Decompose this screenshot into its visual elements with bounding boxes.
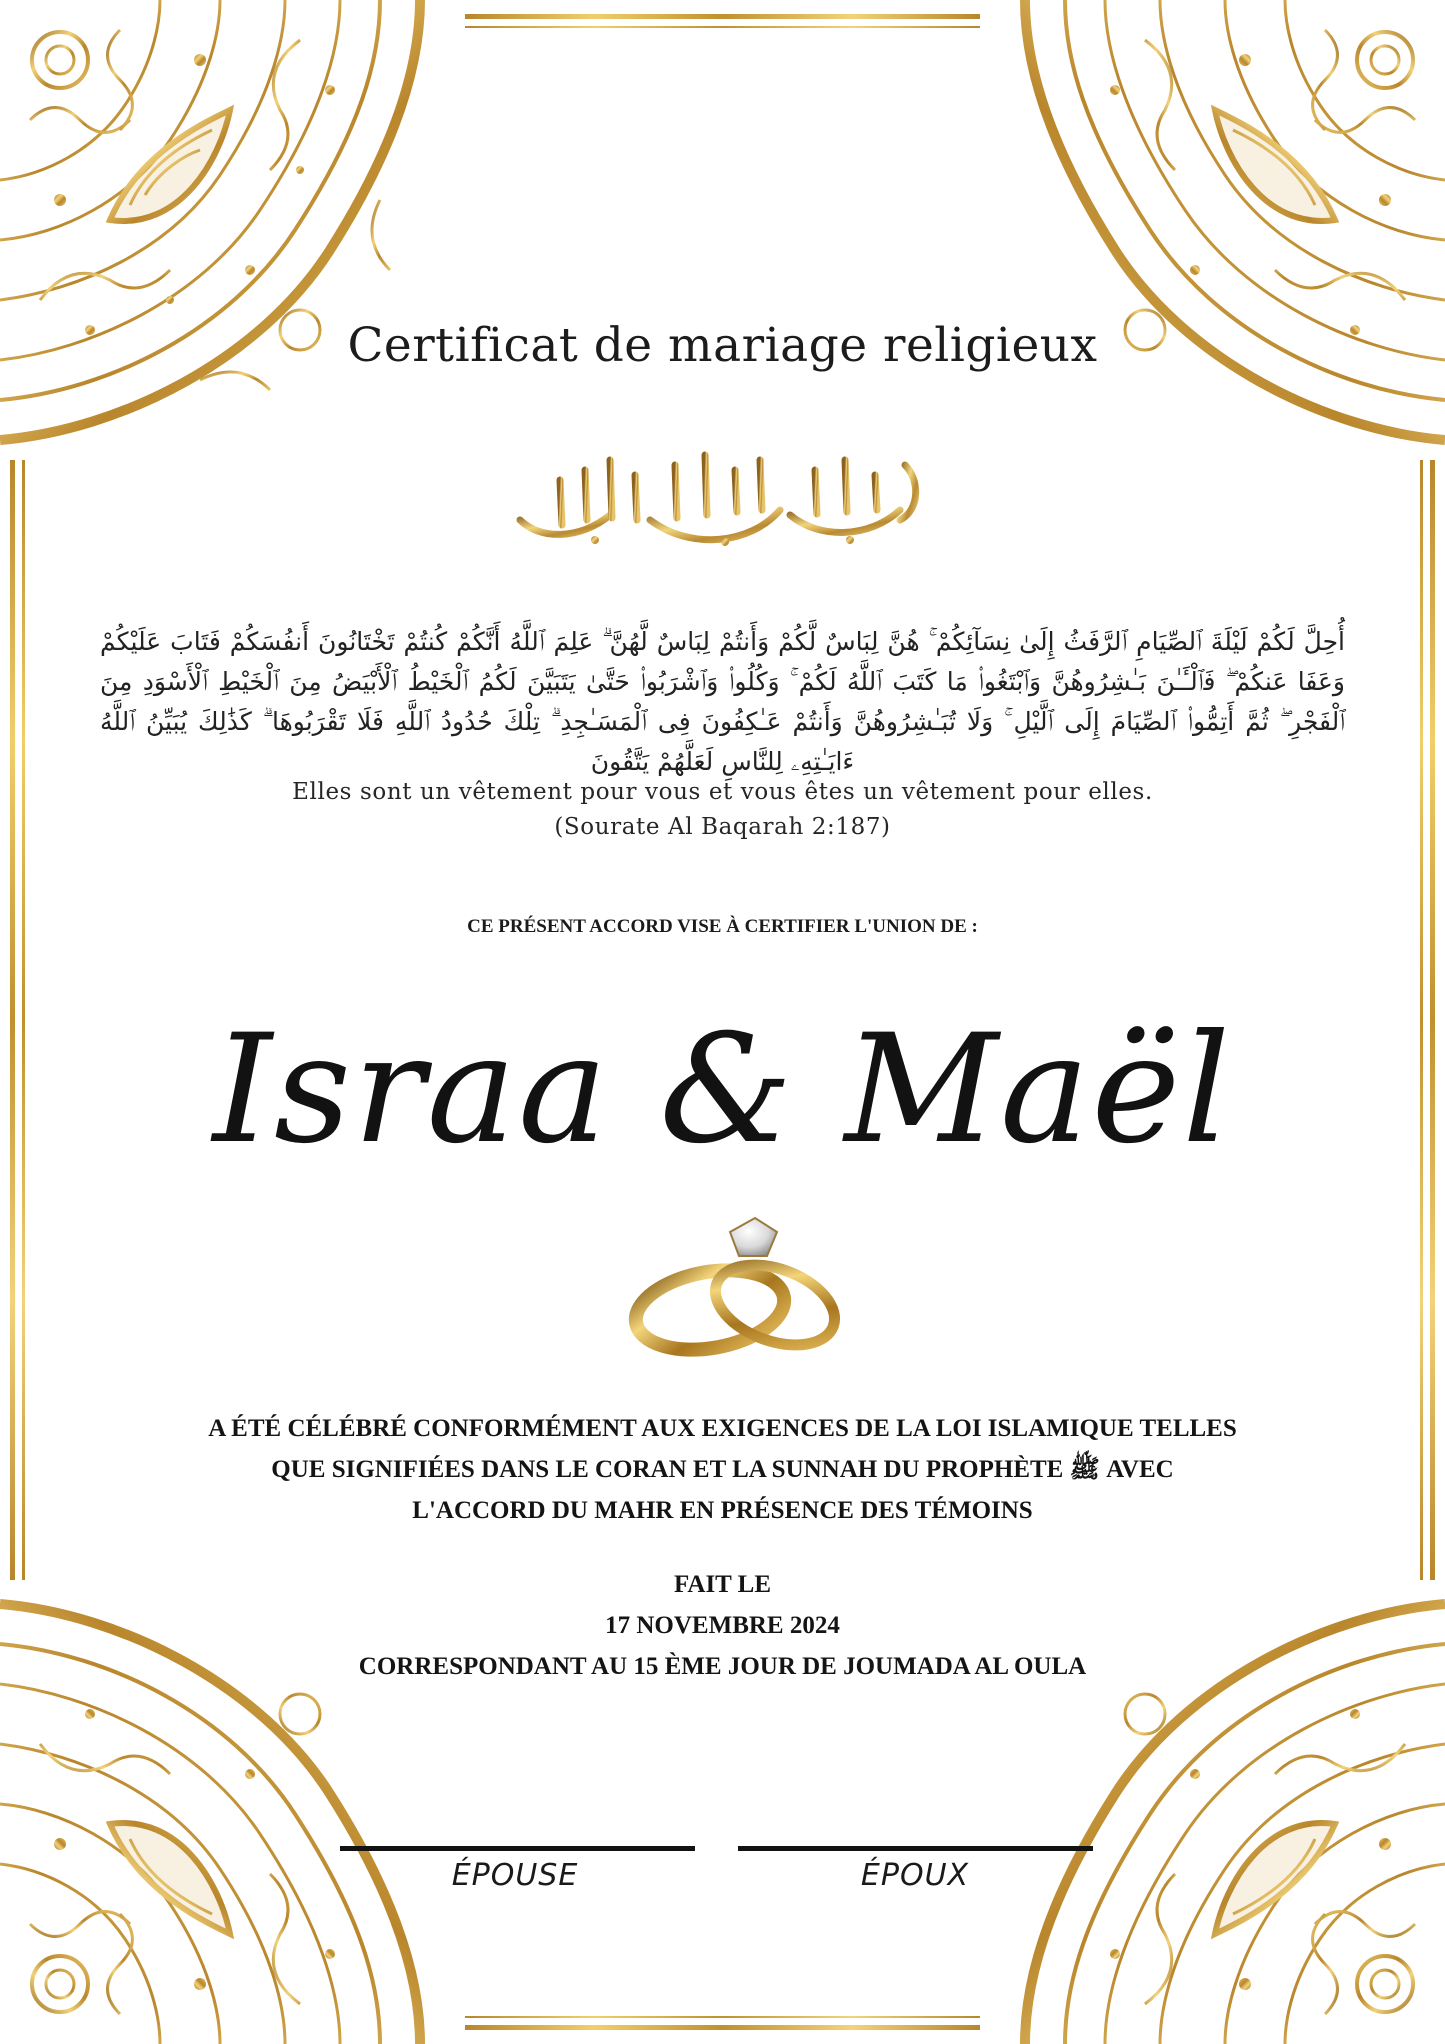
signature-label-bride: ÉPOUSE <box>451 1858 579 1893</box>
frame-bottom-line <box>465 2025 980 2030</box>
gregorian-date: 17 NOVEMBRE 2024 <box>605 1612 840 1639</box>
signature-line-groom[interactable] <box>738 1846 1093 1851</box>
statement-line: A ÉTÉ CÉLÉBRÉ CONFORMÉMENT AUX EXIGENCES DE LA LOI ISLAMIQUE TELLES <box>208 1415 1237 1442</box>
date-label: FAIT LE <box>673 1571 772 1598</box>
verse-reference: (Sourate Al Baqarah 2:187) <box>554 814 891 840</box>
signature-label-groom: ÉPOUX <box>860 1858 970 1893</box>
translation-line: Elles sont un vêtement pour vous et vous êtes un vêtement pour elles. <box>292 779 1153 805</box>
celebration-statement <box>170 1408 1275 1531</box>
verse-translation <box>0 775 1445 845</box>
ornament-corner-icon <box>0 0 470 470</box>
frame-bottom-line-inner <box>465 2016 980 2018</box>
quran-verse-arabic: أُحِلَّ لَكُمْ لَيْلَةَ ٱلصِّيَامِ ٱلرَّفَثُ إِلَىٰ نِسَآئِكُمْ ۚ هُنَّ لِبَاسٌ لَّكُمْ وَأَنتُمْ لِبَاسٌ لَّهُنَّ ۗ عَلِمَ ٱللَّهُ أَنَّكُمْ كُنتُمْ تَخْتَانُونَ أَنفُسَكُمْ فَتَابَ عَلَيْكُمْ وَعَفَا عَنكُمْ ۖ فَٱلْـَٔـٰنَ بَـٰشِرُوهُنَّ وَٱبْتَغُوا۟ مَا كَتَبَ ٱللَّهُ لَكُمْ ۚ وَكُلُوا۟ وَٱشْرَبُوا۟ حَتَّىٰ يَتَبَيَّنَ لَكُمُ ٱلْخَيْطُ ٱلْأَبْيَضُ مِنَ ٱلْخَيْطِ ٱلْأَسْوَدِ مِنَ ٱلْفَجْرِ ۖ ثُمَّ أَتِمُّوا۟ ٱلصِّيَامَ إِلَى ٱلَّيْلِ ۚ وَلَا تُبَـٰشِرُوهُنَّ وَأَنتُمْ عَـٰكِفُونَ فِى ٱلْمَسَـٰجِدِ ۗ تِلْكَ حُدُودُ ٱللَّهِ فَلَا تَقْرَبُوهَا ۗ كَذَٰلِكَ يُبَيِّنُ ٱللَّهُ ءَايَـٰتِهِۦ لِلنَّاسِ لَعَلَّهُمْ يَتَّقُونَ <box>100 627 1345 776</box>
frame-top-line <box>465 14 980 19</box>
frame-top-line-inner <box>465 26 980 28</box>
statement-line: L'ACCORD DU MAHR EN PRÉSENCE DES TÉMOINS <box>412 1497 1033 1524</box>
statement-line: QUE SIGNIFIÉES DANS LE CORAN ET LA SUNNAH DU PROPHÈTE ﷺ AVEC <box>271 1456 1174 1483</box>
ornament-corner-icon <box>975 0 1445 470</box>
signature-line-bride[interactable] <box>340 1846 695 1851</box>
couple-names: Israa & Maël <box>212 1003 1233 1177</box>
certificate-title: Certificat de mariage religieux <box>347 318 1098 373</box>
hijri-date: CORRESPONDANT AU 15 ÈME JOUR DE JOUMADA AL OULA <box>358 1653 1087 1680</box>
union-intro: CE PRÉSENT ACCORD VISE À CERTIFIER L'UNION DE : <box>467 916 978 937</box>
basmala-calligraphy <box>500 440 940 560</box>
wedding-rings-icon <box>615 1210 865 1360</box>
date-block <box>0 1564 1445 1687</box>
